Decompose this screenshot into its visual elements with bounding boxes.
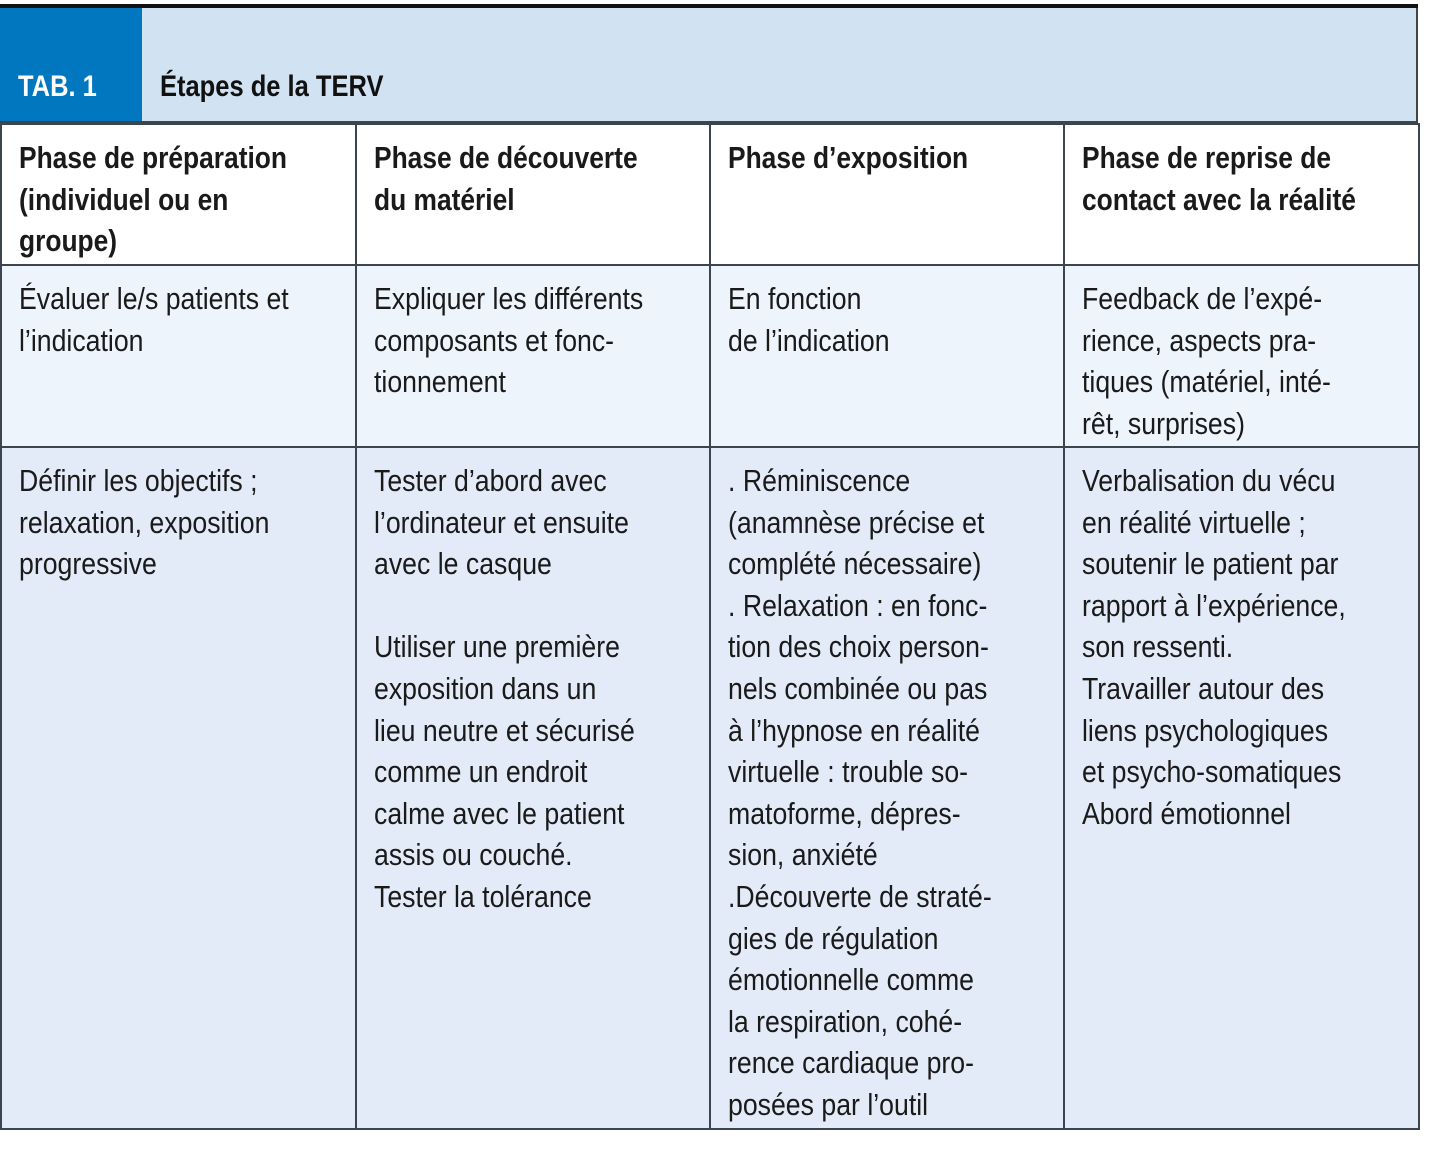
cell-text: Verbalisation du vécu en réalité virtuelle ; soutenir le patient par rapport à l’expérience, son ressenti. Travailler autour des liens psychologiques et psycho-somatiques Abord émotionnel (1082, 463, 1346, 831)
cell-text: En fonction de l’indication (728, 281, 890, 358)
header-text: Phase de découverte du matériel (374, 140, 638, 217)
cell-text: Feedback de l’expé- rience, aspects pra- tiques (matériel, inté- rêt, surprises) (1082, 281, 1331, 441)
table-cell (710, 265, 1064, 447)
table-cell (1, 447, 356, 1129)
table-title: Étapes de la TERV (160, 70, 384, 103)
table-cell (1064, 265, 1419, 447)
terv-steps-table (0, 123, 1420, 1130)
cell-text: Définir les objectifs ; relaxation, exposition progressive (19, 463, 270, 582)
header-row (1, 124, 1419, 265)
table-title-band (142, 8, 1416, 121)
header-cell-preparation (1, 124, 356, 265)
table-cell (1064, 447, 1419, 1129)
table-caption (0, 8, 1418, 123)
table-cell (356, 265, 710, 447)
header-cell-exposition (710, 124, 1064, 265)
cell-text: Expliquer les différents composants et fonc- tionnement (374, 281, 644, 400)
header-text: Phase de reprise de contact avec la réalité (1082, 140, 1356, 217)
table-number-badge (0, 8, 142, 121)
table-cell (710, 447, 1064, 1129)
header-cell-decouverte (356, 124, 710, 265)
cell-text: Tester d’abord avec l’ordinateur et ensuite avec le casque Utiliser une première exposition dans un lieu neutre et sécurisé comme un endroit calme avec le patient assis ou couché. Tester la tolérance (374, 463, 635, 914)
cell-text: . Réminiscence (anamnèse précise et complété nécessaire) . Relaxation : en fonc- tion des choix person- nels combinée ou pas à l’hypnose en réalité virtuelle : trouble so- matoforme, dépres- sion, anxiété .Découverte de straté- gies de régulation émotionnelle comme la respiration, cohé- rence cardiaque pro- posées par l’outil (728, 463, 992, 1122)
table-cell (356, 447, 710, 1129)
table-row (1, 265, 1419, 447)
table-cell (1, 265, 356, 447)
table-row (1, 447, 1419, 1129)
header-text: Phase de préparation (individuel ou en groupe) (19, 140, 287, 259)
header-cell-reprise (1064, 124, 1419, 265)
table-number: TAB. 1 (18, 70, 97, 103)
table-figure (0, 4, 1418, 1130)
header-text: Phase d’exposition (728, 140, 969, 175)
cell-text: Évaluer le/s patients et l’indication (19, 281, 289, 358)
